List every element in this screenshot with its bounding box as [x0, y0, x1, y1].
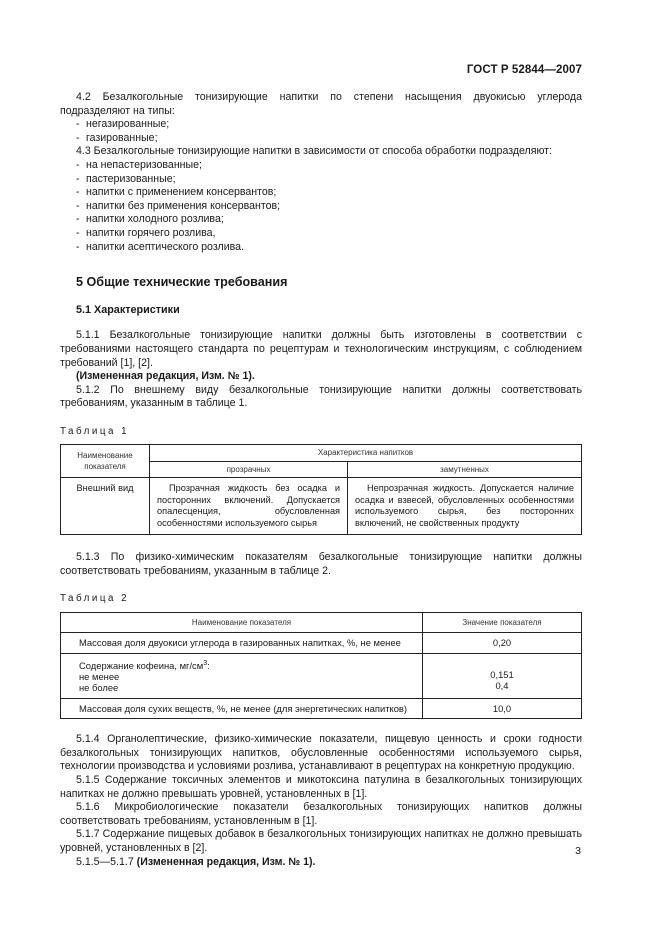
table-header-cloudy: замутненных	[348, 461, 582, 477]
table-row	[61, 698, 582, 718]
table-row	[61, 653, 582, 698]
table-header-name: Наименование показателя	[61, 612, 423, 632]
table-row	[61, 478, 582, 535]
list-item: - напитки с применением консервантов;	[76, 186, 277, 199]
table-cell-value: 0,151 0,4	[423, 653, 582, 698]
table-cell-indicator: Внешний вид	[61, 478, 150, 535]
table-1	[60, 444, 582, 534]
table-cell-value: 10,0	[423, 698, 582, 718]
table-2-caption: Таблица 2	[60, 593, 130, 605]
table-cell-name: Содержание кофеина, $мг/см^3$: не менее не более	[61, 653, 423, 698]
list-item: - напитки холодного розлива;	[76, 213, 224, 226]
table-cell-cloudy: Непрозрачная жидкость. Допускается наличие осадка и взвесей, обусловленных особенностями используемого сырья, без посторонних включений, не свойственных продукту	[348, 478, 582, 535]
table-row	[61, 633, 582, 653]
list-gas-types	[60, 118, 582, 145]
paragraph-5-1-4: 5.1.4 Органолептические, физико-химические показатели, пищевую ценность и сроки годности безалкогольных тонизирующих напитков, обусловленные особенностями используемого сырья, технологии производства и условиями розлива, устанавливают в рецептурах на конкретную продукцию.	[60, 733, 582, 773]
list-processing-types	[60, 159, 582, 254]
list-item: - напитки без применения консервантов;	[76, 199, 281, 212]
table-cell-transparent: Прозрачная жидкость без осадка и посторонних включений. Допускается опалесценция, обусловленная особенностями используемого сырья	[150, 478, 348, 535]
paragraph-5-1-3: 5.1.3 По физико-химическим показателям безалкогольные тонизирующие напитки должны соответствовать требованиям, указанным в таблице 2.	[60, 550, 582, 577]
paragraph-5-1-2: 5.1.2 По внешнему виду безалкогольные тонизирующие напитки должны соответствовать требованиям, указанным в таблице 1.	[60, 383, 582, 410]
paragraph-5-1-7: 5.1.7 Содержание пищевых добавок в безалкогольных тонизирующих напитках не должно превышать уровней, установленных в [2].	[60, 828, 582, 854]
table-cell-name: Массовая доля сухих веществ, %, не менее (для энергетических напитков)	[61, 698, 423, 718]
page-content	[60, 91, 582, 869]
paragraph-4-2: 4.2 Безалкогольные тонизирующие напитки по степени насыщения двуокисью углерода подразделяют на типы:	[60, 91, 582, 117]
page-number: 3	[575, 845, 581, 857]
amendment-note: (Измененная редакция, Изм. № 1).	[76, 370, 255, 383]
list-item: - газированные;	[76, 131, 158, 144]
list-item: - на непастеризованные;	[76, 158, 202, 171]
list-item: - пастеризованные;	[76, 172, 176, 185]
table-cell-value: 0,20	[423, 633, 582, 653]
subsection-5-1-heading: 5.1 Характеристики	[76, 303, 180, 316]
document-code: ГОСТ Р 52844—2007	[466, 64, 582, 76]
list-item: - негазированные;	[76, 118, 170, 131]
paragraph-5-1-5: 5.1.5 Содержание токсичных элементов и микотоксина патулина в безалкогольных тонизирующих напитках не должно превышать уровней, установленных в [1].	[60, 774, 582, 800]
paragraph-5-1-6: 5.1.6 Микробиологические показатели безалкогольных тонизирующих напитков должны соответствовать требованиям, установленным в [1].	[60, 801, 582, 827]
table-header-transparent: прозрачных	[150, 461, 348, 477]
table-header-indicator: Наименование показателя	[61, 445, 150, 478]
table-1-caption: Таблица 1	[60, 425, 130, 437]
table-header-value: Значение показателя	[423, 612, 582, 632]
paragraph-5-1-1: 5.1.1 Безалкогольные тонизирующие напитки должны быть изготовлены в соответствии с требованиями настоящего стандарта по рецептурам и технологическим инструкциям, с соблюдением требований [1], [2].	[60, 329, 582, 369]
table-header-characteristic: Характеристика напитков	[150, 445, 582, 461]
list-item: - напитки горячего розлива,	[76, 226, 216, 239]
table-cell-name: Массовая доля двуокиси углерода в газированных напитках, %, не менее	[61, 633, 423, 653]
list-item: - напитки асептического розлива.	[76, 240, 244, 253]
paragraph-4-3: 4.3 Безалкогольные тонизирующие напитки в зависимости от способа обработки подразделяют:	[76, 145, 552, 158]
section-5-heading: 5 Общие технические требования	[76, 275, 288, 290]
amendment-note-2: 5.1.5—5.1.7 (Измененная редакция, Изм. № 1).	[76, 855, 316, 868]
table-2	[60, 612, 582, 720]
